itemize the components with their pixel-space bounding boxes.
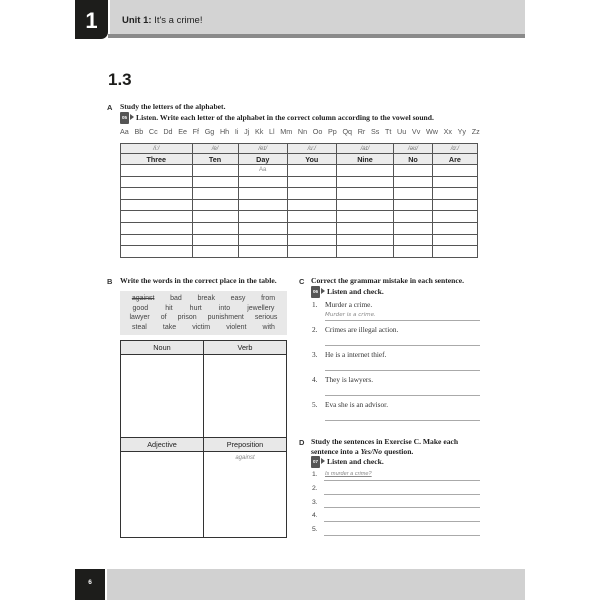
listen-check-text: Listen and check. (327, 287, 384, 296)
answer-line[interactable] (324, 521, 480, 522)
alphabet-letter: Dd (163, 127, 173, 136)
vowel-answer-cell[interactable] (394, 188, 432, 200)
vowel-answer-row (121, 176, 478, 188)
word-bank-word: serious (254, 314, 278, 322)
alphabet-letter: Kk (254, 127, 264, 136)
audio-track-badge[interactable]: 06 (311, 286, 320, 298)
section-b-letter: B (107, 277, 113, 286)
sentence-text: They is lawyers. (325, 375, 374, 384)
vowel-answer-cell[interactable] (121, 188, 193, 200)
ipa-cell: /eɪ/ (238, 144, 287, 154)
alphabet-letter: Ii (234, 127, 239, 136)
word-bank-row (124, 294, 283, 304)
audio-track-badge[interactable]: 05 (120, 112, 129, 124)
word-bank (120, 291, 287, 335)
vowel-answer-cell[interactable] (238, 222, 287, 234)
question-item (312, 511, 480, 525)
sentence-text: Crimes are illegal action. (325, 325, 399, 334)
vowel-answer-row (121, 165, 478, 177)
vowel-answer-cell[interactable] (287, 176, 336, 188)
sentence-item (312, 400, 480, 424)
vowel-header-cell: You (287, 154, 336, 165)
section-a-letter: A (107, 103, 113, 112)
vowel-answer-cell[interactable] (336, 246, 394, 258)
alphabet-letter: Vv (411, 127, 421, 136)
vowel-answer-cell[interactable] (121, 165, 193, 177)
vowel-header-cell: Day (238, 154, 287, 165)
preposition-answer-area[interactable] (204, 452, 286, 537)
section-d-instruction-line2 (311, 447, 458, 457)
question-item (312, 484, 480, 498)
adjective-preposition-table (120, 437, 287, 538)
unit-label: Unit 1: (122, 15, 152, 26)
question-item (312, 525, 480, 539)
noun-column (121, 341, 203, 437)
unit-number-badge (75, 0, 108, 39)
vowel-answer-cell[interactable] (394, 222, 432, 234)
word-bank-word: against (131, 295, 155, 302)
vowel-answer-cell[interactable] (238, 246, 287, 258)
vowel-answer-cell[interactable] (287, 234, 336, 246)
word-bank-word: from (261, 295, 276, 302)
vowel-answer-cell[interactable] (192, 188, 238, 200)
vowel-answer-cell[interactable] (336, 165, 394, 177)
alphabet-list (120, 127, 480, 136)
section-d-audio (311, 456, 458, 468)
word-bank-word: good (132, 304, 149, 312)
play-icon[interactable] (321, 288, 325, 294)
answer-line[interactable] (324, 507, 480, 508)
item-number: 2. (312, 325, 318, 334)
word-bank-word: with (262, 323, 275, 331)
vowel-answer-cell[interactable] (336, 176, 394, 188)
word-bank-word: violent (226, 323, 247, 331)
word-bank-word: of (160, 314, 167, 322)
word-bank-word: victim (192, 323, 211, 331)
ipa-cell: /ɑː/ (432, 144, 477, 154)
vowel-header-row (121, 154, 478, 165)
page-number-box (75, 569, 105, 600)
vowel-answer-row (121, 199, 478, 211)
vowel-answer-cell[interactable] (121, 222, 193, 234)
ipa-row (121, 144, 478, 154)
vowel-answer-cell[interactable]: Aa (238, 165, 287, 177)
instr-text: sentence into a (311, 446, 361, 456)
ipa-cell: /əʊ/ (394, 144, 432, 154)
ipa-cell: /aɪ/ (336, 144, 394, 154)
vowel-answer-cell[interactable] (394, 246, 432, 258)
alphabet-letter: Yy (457, 127, 467, 136)
vowel-answer-row (121, 246, 478, 258)
vowel-answer-cell[interactable] (192, 199, 238, 211)
alphabet-letter: Ll (268, 127, 275, 136)
word-bank-row (124, 323, 283, 333)
vowel-answer-cell[interactable] (192, 176, 238, 188)
section-c-instruction: Correct the grammar mistake in each sentence. (311, 276, 465, 285)
answer-line[interactable] (324, 480, 480, 481)
vowel-answer-row (121, 188, 478, 200)
vowel-answer-cell[interactable] (238, 199, 287, 211)
sentence-text: He is a internet thief. (325, 350, 387, 359)
alphabet-letter: Oo (312, 127, 323, 136)
answer-line[interactable] (325, 370, 480, 371)
vowel-answer-cell[interactable] (192, 246, 238, 258)
word-bank-word: jewellery (247, 304, 275, 312)
instr-text: question. (382, 446, 414, 456)
question-item (312, 498, 480, 512)
vowel-answer-cell[interactable] (192, 234, 238, 246)
alphabet-letter: Ee (178, 127, 188, 136)
unit-title (122, 15, 202, 26)
alphabet-letter: Qq (342, 127, 353, 136)
vowel-answer-row (121, 222, 478, 234)
item-number: 4. (312, 512, 318, 520)
page-number: 6 (88, 579, 92, 586)
word-bank-word: lawyer (129, 314, 150, 322)
vowel-answer-cell[interactable] (432, 246, 477, 258)
unit-number: 1 (85, 7, 98, 33)
word-bank-word: hurt (189, 304, 202, 312)
item-number: 1. (312, 471, 318, 478)
unit-header-underline (108, 34, 525, 38)
vowel-answer-cell[interactable] (192, 211, 238, 223)
vowel-answer-cell[interactable] (287, 222, 336, 234)
word-bank-word: bad (170, 295, 182, 302)
ipa-cell: /e/ (192, 144, 238, 154)
vowel-answer-cell[interactable] (432, 234, 477, 246)
item-number: 5. (312, 526, 318, 534)
alphabet-letter: Pp (328, 127, 337, 136)
ipa-cell: /iː/ (121, 144, 193, 154)
word-bank-word: break (197, 295, 215, 302)
vowel-header-cell: Three (121, 154, 193, 165)
alphabet-letter: Bb (134, 127, 144, 136)
vowel-answer-cell[interactable] (192, 165, 238, 177)
vowel-header-cell: No (394, 154, 432, 165)
preposition-header: Preposition (204, 438, 286, 452)
item-number: 2. (312, 484, 318, 492)
listen-check-text: Listen and check. (327, 457, 384, 466)
vowel-answer-cell[interactable] (336, 199, 394, 211)
section-a-instruction-2 (120, 112, 434, 124)
vowel-answer-cell[interactable] (287, 246, 336, 258)
section-d-instruction-line1: Study the sentences in Exercise C. Make each (311, 437, 459, 446)
alphabet-letter: Rr (357, 127, 366, 136)
vowel-answer-cell[interactable] (287, 165, 336, 177)
sentence-item (312, 375, 480, 399)
alphabet-letter: Ss (370, 127, 380, 136)
alphabet-letter: Zz (471, 127, 480, 136)
vowel-answer-cell[interactable] (287, 199, 336, 211)
answer-line[interactable] (324, 494, 480, 495)
item-number: 1. (312, 300, 318, 309)
vowel-answer-cell[interactable] (287, 211, 336, 223)
vowel-header-cell: Are (432, 154, 477, 165)
adjective-header: Adjective (121, 438, 203, 452)
lesson-number: 1.3 (108, 70, 132, 89)
word-bank-row (124, 304, 283, 314)
vowel-answer-cell[interactable] (336, 211, 394, 223)
section-a-instruction-1: Study the letters of the alphabet. (120, 102, 226, 111)
word-bank-word: hit (165, 304, 173, 312)
vowel-answer-cell[interactable] (238, 188, 287, 200)
vowel-header-cell: Nine (336, 154, 394, 165)
word-bank-word: prison (177, 314, 197, 322)
sentence-text: Murder a crime. (325, 300, 373, 309)
play-icon[interactable] (130, 114, 134, 120)
section-b-instruction: Write the words in the correct place in the table. (120, 276, 277, 285)
answer-text: Murder is a crime. (325, 312, 376, 318)
ipa-cell: /uː/ (287, 144, 336, 154)
verb-header: Verb (204, 341, 286, 355)
section-c-letter: C (299, 277, 305, 286)
vowel-answer-cell[interactable] (432, 188, 477, 200)
play-icon[interactable] (321, 458, 325, 464)
vowel-answer-cell[interactable] (121, 211, 193, 223)
vowel-answer-cell[interactable] (121, 176, 193, 188)
vowel-answer-cell[interactable] (287, 188, 336, 200)
vowel-answer-cell[interactable] (336, 222, 394, 234)
alphabet-letter: Gg (204, 127, 215, 136)
answer-line[interactable] (324, 535, 480, 536)
word-bank-word: steal (132, 323, 147, 331)
word-bank-word: easy (230, 295, 246, 302)
vowel-answer-cell[interactable] (336, 188, 394, 200)
vowel-sound-table (120, 143, 478, 258)
sentence-text: Eva she is an advisor. (325, 400, 389, 409)
sentence-item (312, 325, 480, 349)
alphabet-letter: Aa (120, 127, 129, 136)
instr-italic: Yes/No (360, 446, 383, 456)
alphabet-letter: Xx (443, 127, 452, 136)
vowel-header-cell: Ten (192, 154, 238, 165)
noun-header: Noun (121, 341, 203, 355)
unit-title-text: It's a crime! (154, 15, 203, 26)
vowel-answer-cell[interactable] (238, 234, 287, 246)
answer-line[interactable] (325, 420, 480, 421)
vowel-answer-cell[interactable] (336, 234, 394, 246)
vowel-answer-cell[interactable] (238, 211, 287, 223)
vowel-answer-cell[interactable] (394, 165, 432, 177)
alphabet-letter: Mm (280, 127, 293, 136)
alphabet-letter: Ww (425, 127, 438, 136)
vowel-answer-cell[interactable] (432, 211, 477, 223)
vowel-answer-cell[interactable] (432, 222, 477, 234)
preposition-column (203, 438, 286, 537)
section-d-questions (312, 470, 480, 539)
vowel-answer-row (121, 234, 478, 246)
vowel-answer-cell[interactable] (394, 199, 432, 211)
adjective-column (121, 438, 203, 537)
alphabet-letter: Cc (148, 127, 158, 136)
sentence-item (312, 350, 480, 374)
item-number: 4. (312, 375, 318, 384)
vowel-answer-cell[interactable] (192, 222, 238, 234)
section-d-letter: D (299, 438, 305, 447)
vowel-answer-row (121, 211, 478, 223)
word-bank-word: take (162, 323, 177, 331)
vowel-answer-cell[interactable] (432, 165, 477, 177)
vowel-answer-cell[interactable] (238, 176, 287, 188)
item-number: 3. (312, 498, 318, 506)
sentence-item (312, 300, 480, 324)
audio-track-badge[interactable]: 07 (311, 456, 320, 468)
vowel-answer-cell[interactable] (432, 176, 477, 188)
section-c-audio (311, 286, 384, 298)
question-item (312, 470, 480, 484)
answer-line[interactable] (325, 345, 480, 346)
vowel-answer-cell[interactable] (394, 234, 432, 246)
noun-answer-area[interactable] (121, 355, 203, 437)
section-d-instruction (311, 437, 458, 468)
noun-verb-table (120, 340, 287, 438)
example-answer: against (235, 455, 255, 461)
word-bank-word: punishment (207, 314, 244, 322)
footer-bar (107, 569, 525, 600)
verb-column (203, 341, 286, 437)
section-a-instruction-text: Listen. Write each letter of the alphabet in the correct column according to the vowel sound. (136, 113, 434, 122)
alphabet-letter: Tt (385, 127, 392, 136)
word-bank-row (124, 313, 283, 323)
vowel-answer-cell[interactable] (394, 176, 432, 188)
answer-text: Is murder a crime? (325, 471, 372, 477)
verb-answer-area[interactable] (204, 355, 286, 437)
vowel-answer-cell[interactable] (121, 246, 193, 258)
alphabet-letter: Uu (397, 127, 407, 136)
alphabet-letter: Hh (219, 127, 230, 136)
vowel-answer-cell[interactable] (432, 199, 477, 211)
answer-line[interactable] (325, 320, 480, 321)
adjective-answer-area[interactable] (121, 452, 203, 537)
item-number: 5. (312, 400, 318, 409)
vowel-answer-cell[interactable] (121, 199, 193, 211)
alphabet-letter: Jj (244, 127, 250, 136)
answer-line[interactable] (325, 395, 480, 396)
alphabet-letter: Ff (192, 127, 200, 136)
word-bank-word: into (218, 304, 231, 312)
item-number: 3. (312, 350, 318, 359)
alphabet-letter: Nn (297, 127, 308, 136)
vowel-answer-cell[interactable] (394, 211, 432, 223)
vowel-answer-cell[interactable] (121, 234, 193, 246)
